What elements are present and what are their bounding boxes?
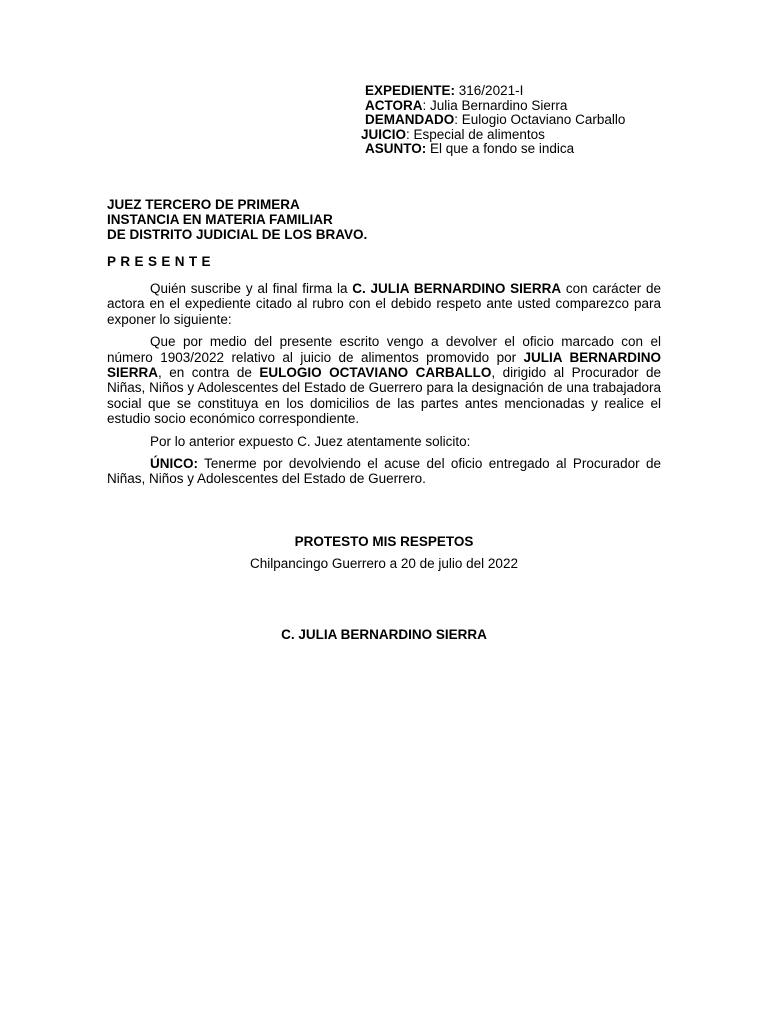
actora-line (365, 99, 745, 114)
expediente-line (365, 84, 745, 99)
asunto-label: ASUNTO: (365, 141, 427, 157)
juicio-value: : Especial de alimentos (406, 126, 545, 142)
paragraph-main (107, 334, 661, 426)
intro-text-2: con carácter de actora en el expediente citado al rubro con el debido respeto ante usted comparezco para exponer lo siguiente: (107, 281, 661, 327)
juicio-label: JUICIO (361, 126, 407, 142)
expediente-label: EXPEDIENTE: (365, 83, 456, 98)
letter-body (107, 281, 661, 494)
presente-heading: PRESENTE (107, 254, 215, 269)
addressee-line-3: DE DISTRITO JUDICIAL DE LOS BRAVO. (107, 227, 368, 242)
paragraph-intro (107, 281, 661, 327)
main-text-1: Que por medio del presente escrito vengo a devolver el oficio marcado con el número 1903/2022 relativo al juicio de alimentos promovido por (107, 334, 661, 365)
expediente-value: 316/2021-I (455, 83, 524, 98)
signature-name: C. JULIA BERNARDINO SIERRA (281, 627, 487, 642)
demandado-label: DEMANDADO (365, 112, 455, 128)
demandado-value: : Eulogio Octaviano Carballo (454, 112, 626, 128)
case-header (361, 83, 745, 157)
protest-line: PROTESTO MIS RESPETOS (294, 534, 474, 549)
actora-label: ACTORA (365, 97, 423, 113)
addressee-line-2: INSTANCIA EN MATERIA FAMILIAR (107, 212, 333, 227)
main-actor-name: JULIA BERNARDINO SIERRA (107, 349, 661, 381)
paragraph-unico (107, 456, 661, 487)
intro-actor-name: C. JULIA BERNARDINO SIERRA (352, 281, 562, 296)
intro-text-1: Quién suscribe y al final firma la (150, 281, 353, 296)
main-defendant-name: EULOGIO OCTAVIANO CARBALLO (259, 365, 492, 381)
place-date-line: Chilpancingo Guerrero a 20 de julio del 2022 (250, 556, 518, 571)
main-text-3: , dirigido al Procurador de Niñas, Niños y Adolescentes del Estado de Guerrero para la designación de una trabajadora social que se constituya en los domicilios de las partes antes mencionadas y realice el estudio socio económico correspondiente. (107, 365, 661, 427)
main-text-2: , en contra de (158, 365, 260, 381)
asunto-value: El que a fondo se indica (426, 141, 575, 157)
juicio-line (361, 128, 745, 143)
addressee-line-1: JUEZ TERCERO DE PRIMERA (107, 197, 300, 212)
paragraph-request: Por lo anterior expuesto C. Juez atentamente solicito: (150, 433, 471, 449)
actora-value: : Julia Bernardino Sierra (422, 97, 568, 113)
unico-text: Tenerme por devolviendo el acuse del oficio entregado al Procurador de Niñas, Niños y Adolescentes del Estado de Guerrero. (107, 456, 661, 487)
asunto-line (365, 142, 745, 157)
demandado-line (365, 113, 745, 128)
unico-label: ÚNICO: (150, 456, 198, 472)
addressee-block (107, 197, 667, 242)
